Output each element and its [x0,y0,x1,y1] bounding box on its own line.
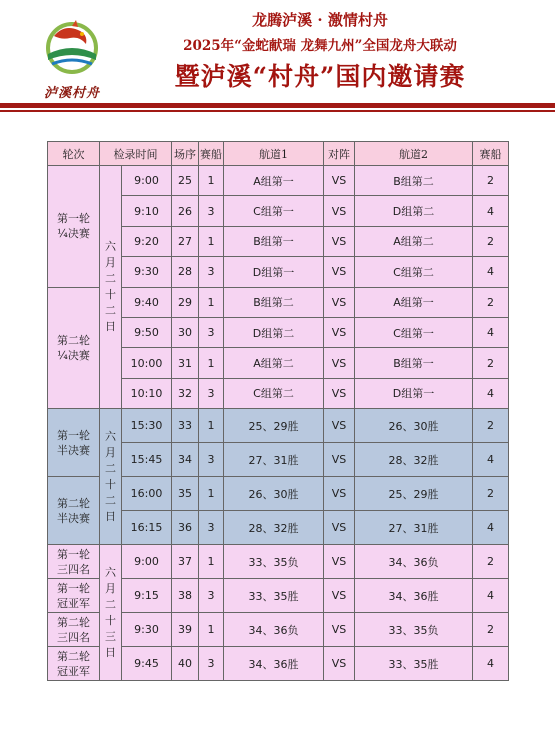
cell-seq: 40 [172,647,199,681]
cell-vs: VS [324,545,355,579]
cell-boat1: 3 [199,378,224,408]
cell-time: 10:10 [122,378,172,408]
col-header-lane1: 航道1 [224,142,324,166]
cell-time: 9:10 [122,196,172,226]
cell-boat2: 4 [473,647,509,681]
cell-time: 9:30 [122,613,172,647]
cell-time: 10:00 [122,348,172,378]
col-header-lane2: 航道2 [355,142,473,166]
col-header-boat2: 赛船 [473,142,509,166]
table-header-row [48,142,509,166]
col-header-vs: 对阵 [324,142,355,166]
cell-lane1: C组第二 [224,378,324,408]
cell-lane1: 25、29胜 [224,409,324,443]
table-row [48,409,509,443]
cell-boat1: 1 [199,287,224,317]
cell-seq: 26 [172,196,199,226]
round-label: 第二轮 半决赛 [48,477,100,545]
cell-seq: 25 [172,166,199,196]
cell-boat2: 2 [473,613,509,647]
cell-seq: 35 [172,477,199,511]
cell-lane1: D组第二 [224,317,324,347]
cell-time: 9:15 [122,579,172,613]
cell-lane1: B组第二 [224,287,324,317]
cell-lane2: A组第一 [355,287,473,317]
cell-time: 9:00 [122,166,172,196]
cell-lane2: B组第一 [355,348,473,378]
col-header-boat1: 赛船 [199,142,224,166]
cell-boat2: 2 [473,545,509,579]
page-title: 暨泸溪“村舟”国内邀请赛 [174,62,466,91]
cell-seq: 28 [172,257,199,287]
cell-boat1: 3 [199,647,224,681]
cell-lane2: D组第二 [355,196,473,226]
date-label: 六 月 二 十 二 日 [100,409,122,545]
cell-seq: 31 [172,348,199,378]
cell-boat1: 3 [199,511,224,545]
cell-boat1: 3 [199,257,224,287]
cell-boat2: 2 [473,287,509,317]
cell-vs: VS [324,196,355,226]
cell-boat2: 4 [473,511,509,545]
round-label: 第二轮 冠亚军 [48,647,100,681]
cell-vs: VS [324,409,355,443]
cell-boat1: 1 [199,613,224,647]
round-label: 第二轮 三四名 [48,613,100,647]
cell-lane2: 25、29胜 [355,477,473,511]
cell-vs: VS [324,317,355,347]
cell-seq: 27 [172,226,199,256]
cell-lane1: A组第二 [224,348,324,378]
cell-boat1: 1 [199,409,224,443]
cell-boat1: 1 [199,166,224,196]
cell-boat2: 2 [473,409,509,443]
cell-lane1: D组第一 [224,257,324,287]
cell-boat1: 3 [199,196,224,226]
cell-vs: VS [324,378,355,408]
header-divider-thin [0,110,555,112]
cell-lane2: B组第二 [355,166,473,196]
cell-boat2: 4 [473,196,509,226]
header-divider-thick [0,103,555,108]
cell-vs: VS [324,226,355,256]
cell-lane2: 26、30胜 [355,409,473,443]
dragon-logo-icon [34,20,110,80]
round-label: 第一轮 三四名 [48,545,100,579]
cell-boat1: 3 [199,317,224,347]
cell-boat1: 1 [199,348,224,378]
cell-seq: 34 [172,443,199,477]
cell-lane2: C组第二 [355,257,473,287]
poster-header [0,0,555,110]
cell-vs: VS [324,613,355,647]
cell-boat1: 1 [199,226,224,256]
round-label: 第一轮 半决赛 [48,409,100,477]
cell-lane1: 34、36负 [224,613,324,647]
cell-lane2: 33、35负 [355,613,473,647]
cell-lane1: 33、35负 [224,545,324,579]
round-label: 第一轮 冠亚军 [48,579,100,613]
cell-boat1: 1 [199,477,224,511]
date-label: 六 月 二 十 二 日 [100,166,122,409]
cell-lane2: 34、36胜 [355,579,473,613]
cell-boat2: 4 [473,579,509,613]
cell-time: 16:15 [122,511,172,545]
cell-time: 9:20 [122,226,172,256]
table-row [48,545,509,579]
cell-seq: 29 [172,287,199,317]
cell-vs: VS [324,287,355,317]
cell-lane2: C组第一 [355,317,473,347]
cell-vs: VS [324,511,355,545]
logo [22,20,122,102]
schedule-table [47,141,509,681]
cell-boat2: 2 [473,226,509,256]
cell-vs: VS [324,166,355,196]
cell-seq: 39 [172,613,199,647]
round-label: 第二轮 ¼决赛 [48,287,100,409]
cell-boat2: 4 [473,257,509,287]
cell-lane1: 26、30胜 [224,477,324,511]
cell-seq: 38 [172,579,199,613]
cell-lane1: 27、31胜 [224,443,324,477]
cell-vs: VS [324,257,355,287]
cell-time: 15:30 [122,409,172,443]
cell-time: 9:45 [122,647,172,681]
cell-boat2: 2 [473,166,509,196]
round-label: 第一轮 ¼决赛 [48,166,100,288]
cell-seq: 37 [172,545,199,579]
cell-lane2: 27、31胜 [355,511,473,545]
cell-time: 9:40 [122,287,172,317]
cell-seq: 32 [172,378,199,408]
cell-boat2: 4 [473,317,509,347]
cell-lane1: 34、36胜 [224,647,324,681]
cell-boat1: 3 [199,443,224,477]
cell-vs: VS [324,579,355,613]
cell-lane2: A组第二 [355,226,473,256]
col-header-round: 轮次 [48,142,100,166]
cell-lane2: 28、32胜 [355,443,473,477]
cell-lane2: 33、35胜 [355,647,473,681]
cell-boat2: 2 [473,477,509,511]
cell-time: 16:00 [122,477,172,511]
cell-boat2: 4 [473,378,509,408]
cell-seq: 33 [172,409,199,443]
cell-boat1: 1 [199,545,224,579]
cell-seq: 36 [172,511,199,545]
cell-boat2: 2 [473,348,509,378]
table-row [48,166,509,196]
header-line-2: 2025年“金蛇献瑞 龙舞九州”全国龙舟大联动 [183,38,457,54]
cell-time: 9:50 [122,317,172,347]
cell-lane1: C组第一 [224,196,324,226]
col-header-checkin-time: 检录时间 [100,142,172,166]
cell-time: 9:30 [122,257,172,287]
cell-lane2: D组第一 [355,378,473,408]
cell-vs: VS [324,443,355,477]
cell-boat2: 4 [473,443,509,477]
cell-lane1: A组第一 [224,166,324,196]
cell-vs: VS [324,647,355,681]
cell-time: 9:00 [122,545,172,579]
cell-boat1: 3 [199,579,224,613]
logo-text: 泸溪村舟 [43,86,100,101]
cell-lane1: 28、32胜 [224,511,324,545]
cell-lane1: 33、35胜 [224,579,324,613]
date-label: 六 月 二 十 三 日 [100,545,122,681]
col-header-seq: 场序 [172,142,199,166]
header-line-1: 龙腾泸溪 · 激情村舟 [252,11,388,29]
cell-time: 15:45 [122,443,172,477]
cell-lane2: 34、36负 [355,545,473,579]
cell-seq: 30 [172,317,199,347]
cell-vs: VS [324,477,355,511]
cell-lane1: B组第一 [224,226,324,256]
cell-vs: VS [324,348,355,378]
